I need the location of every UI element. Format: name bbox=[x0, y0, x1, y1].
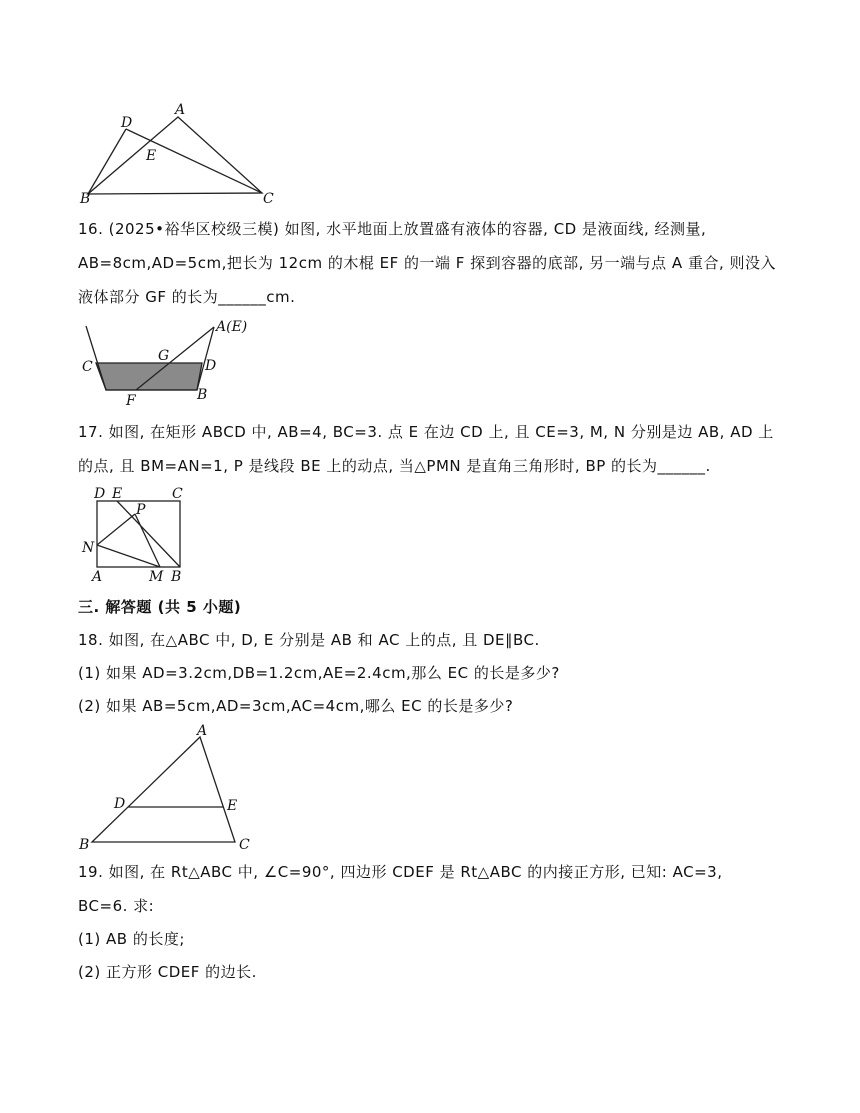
q18-stem: 18. 如图, 在△ABC 中, D, E 分别是 AB 和 AC 上的点, 且 DE∥BC. bbox=[78, 631, 540, 649]
fig17-label-p: P bbox=[136, 502, 146, 518]
q19-part-1: (1) AB 的长度; bbox=[78, 930, 185, 948]
fig16-label-b: B bbox=[197, 387, 208, 403]
fig16-label-f: F bbox=[126, 393, 136, 409]
fig16-label-ae: A(E) bbox=[216, 319, 248, 335]
fig17-label-m: M bbox=[149, 569, 164, 585]
fig18-label-b: B bbox=[79, 837, 90, 853]
fig16-label-g: G bbox=[158, 348, 170, 364]
q19-line-2: BC=6. 求: bbox=[78, 897, 155, 915]
fig17-label-d: D bbox=[94, 486, 106, 502]
q19-part-2: (2) 正方形 CDEF 的边长. bbox=[78, 963, 257, 981]
fig18-label-e: E bbox=[227, 798, 238, 814]
q17-line-1: 17. 如图, 在矩形 ABCD 中, AB=4, BC=3. 点 E 在边 CD 上, 且 CE=3, M, N 分别是边 AB, AD 上 bbox=[78, 423, 774, 441]
fig15-label-a: A bbox=[175, 102, 186, 118]
fig18-label-d: D bbox=[114, 796, 126, 812]
q19-line-1: 19. 如图, 在 Rt△ABC 中, ∠C=90°, 四边形 CDEF 是 Rt△ABC 的内接正方形, 已知: AC=3, bbox=[78, 863, 723, 881]
fig15-label-b: B bbox=[80, 191, 91, 207]
q16-line-3: 液体部分 GF 的长为______cm. bbox=[78, 288, 296, 306]
fig17-label-c: C bbox=[172, 486, 183, 502]
fig17-label-b: B bbox=[171, 569, 182, 585]
fig18-label-a: A bbox=[197, 723, 208, 739]
fig17-label-a: A bbox=[92, 569, 103, 585]
fig15-label-c: C bbox=[263, 191, 274, 207]
fig18-label-c: C bbox=[239, 837, 250, 853]
fig16-label-d: D bbox=[205, 358, 217, 374]
q18-part-1: (1) 如果 AD=3.2cm,DB=1.2cm,AE=2.4cm,那么 EC 的长是多少? bbox=[78, 664, 560, 682]
q17-line-2: 的点, 且 BM=AN=1, P 是线段 BE 上的动点, 当△PMN 是直角三角形时, BP 的长为______. bbox=[78, 457, 711, 475]
fig18-triangle-abc bbox=[92, 737, 238, 842]
q16-line-2: AB=8cm,AD=5cm,把长为 12cm 的木棍 EF 的一端 F 探到容器的底部, 另一端与点 A 重合, 则没入 bbox=[78, 254, 777, 272]
section-3-title: 三. 解答题 (共 5 小题) bbox=[78, 598, 242, 616]
fig17-label-e: E bbox=[112, 486, 123, 502]
fig16-label-c: C bbox=[82, 359, 93, 375]
fig17-label-n: N bbox=[82, 540, 95, 556]
q16-line-1: 16. (2025•裕华区校级三模) 如图, 水平地面上放置盛有液体的容器, CD 是液面线, 经测量, bbox=[78, 220, 707, 238]
q18-part-2: (2) 如果 AB=5cm,AD=3cm,AC=4cm,哪么 EC 的长是多少? bbox=[78, 697, 514, 715]
fig15-label-d: D bbox=[121, 115, 133, 131]
fig15-label-e: E bbox=[146, 148, 157, 164]
